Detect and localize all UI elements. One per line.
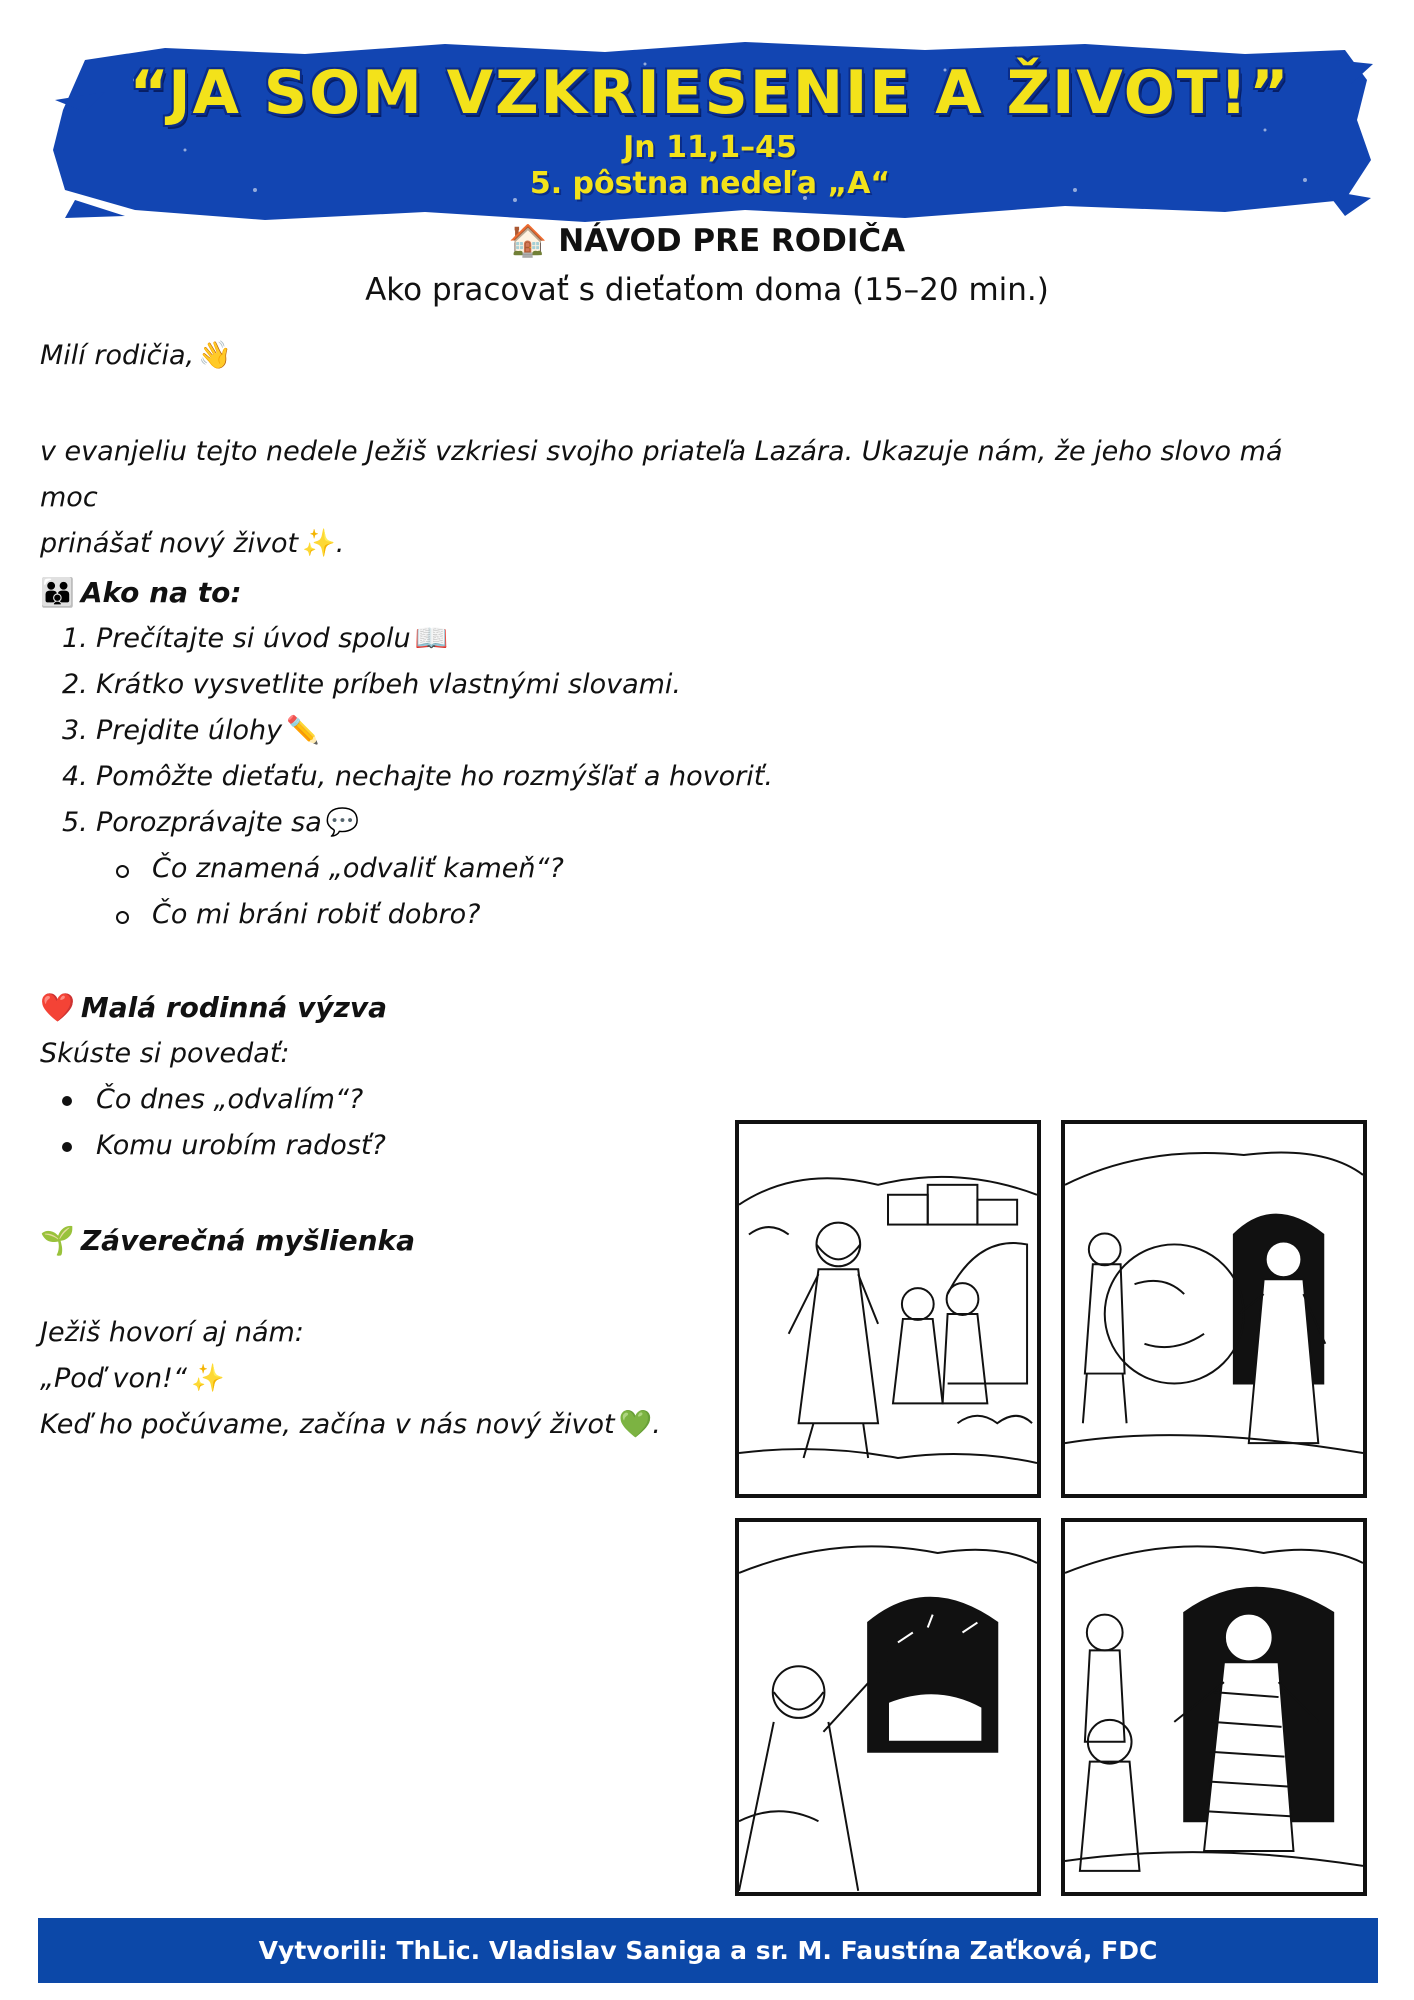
list-item: Čo znamená „odvaliť kameň“? xyxy=(40,846,1340,892)
intro-line-1: v evanjeliu tejto nedele Ježiš vzkriesi svojho priateľa Lazára. Ukazuje nám, že jeho slovo má moc xyxy=(40,436,1283,513)
greeting-text: Milí rodičia, xyxy=(40,340,195,371)
scripture-reference: Jn 11,1–45 xyxy=(623,130,797,165)
closing-line-3: Keď ho počúvame, začína v nás nový život 💚. xyxy=(40,1402,720,1448)
list-item: Čo dnes „odvalím“? xyxy=(40,1077,1340,1123)
list-item: 5. Porozprávajte sa 💬 xyxy=(40,800,1340,846)
steps-list xyxy=(40,616,1340,846)
list-item: 3. Prejdite úlohy ✏️ xyxy=(40,708,1340,754)
questions-list xyxy=(40,846,1340,938)
list-item: 4. Pomôžte dieťaťu, nechajte ho rozmýšľať a hovoriť. xyxy=(62,761,773,792)
comic-panel-jesus-calls xyxy=(735,1518,1041,1896)
how-to-heading: 👪 Ako na to: xyxy=(40,570,1340,616)
guide-subheading: Ako pracovať s dieťaťom doma (15–20 min.) xyxy=(365,272,1049,308)
pencil-icon: ✏️ xyxy=(286,715,320,746)
guide-heading xyxy=(0,222,1414,259)
list-item: 2. Krátko vysvetlite príbeh vlastnými slovami. xyxy=(62,669,681,700)
comic-panel-jesus-arrives xyxy=(735,1120,1041,1498)
sparkles-icon: ✨ xyxy=(190,1363,225,1394)
house-icon: 🏠 xyxy=(508,223,548,259)
challenge-intro: Skúste si povedať: xyxy=(40,1038,290,1069)
list-item: Čo mi bráni robiť dobro? xyxy=(40,892,1340,938)
guide-heading-text: NÁVOD PRE RODIČA xyxy=(558,223,906,259)
list-item: Komu urobím radosť? xyxy=(40,1123,1340,1169)
how-to-section xyxy=(40,570,1340,938)
page-title: “JA SOM VZKRIESENIE A ŽIVOT!” xyxy=(129,58,1291,128)
footer-credits: Vytvorili: ThLic. Vladislav Saniga a sr. M. Faustína Zaťková, FDC xyxy=(38,1918,1378,1983)
challenge-heading: ❤️ Malá rodinná výzva xyxy=(40,985,1340,1031)
stone-rolling-illustration xyxy=(1065,1124,1363,1494)
waving-hand-icon: 👋 xyxy=(198,340,232,371)
greeting xyxy=(40,333,1340,379)
comic-panel-lazarus-comes-out xyxy=(1061,1518,1367,1896)
book-icon: 📖 xyxy=(414,623,449,654)
closing-line-2: „Poď von!“ ✨ xyxy=(40,1356,720,1402)
family-icon: 👪 xyxy=(40,576,75,609)
coloring-comic xyxy=(735,1120,1367,1900)
closing-line-1: Ježiš hovorí aj nám: xyxy=(40,1317,304,1348)
closing-heading: 🌱 Záverečná myšlienka xyxy=(40,1218,720,1264)
seedling-icon: 🌱 xyxy=(40,1224,75,1257)
intro-line-2: prinášať nový život ✨. xyxy=(40,521,1340,567)
comic-panel-stone-rolled xyxy=(1061,1120,1367,1498)
lazarus-emerging-illustration xyxy=(1065,1522,1363,1892)
speech-bubble-icon: 💬 xyxy=(325,807,360,838)
list-item: 1. Prečítajte si úvod spolu 📖 xyxy=(40,616,1340,662)
jesus-calling-illustration xyxy=(739,1522,1037,1892)
sparkles-icon: ✨ xyxy=(302,528,336,559)
green-heart-icon: 💚 xyxy=(618,1409,653,1440)
liturgical-sunday: 5. pôstna nedeľa „A“ xyxy=(529,166,891,201)
header-banner xyxy=(45,40,1375,230)
heart-icon: ❤️ xyxy=(40,991,75,1024)
intro-paragraph xyxy=(40,429,1340,567)
closing-section xyxy=(40,1218,720,1448)
jesus-walking-illustration xyxy=(739,1124,1037,1494)
